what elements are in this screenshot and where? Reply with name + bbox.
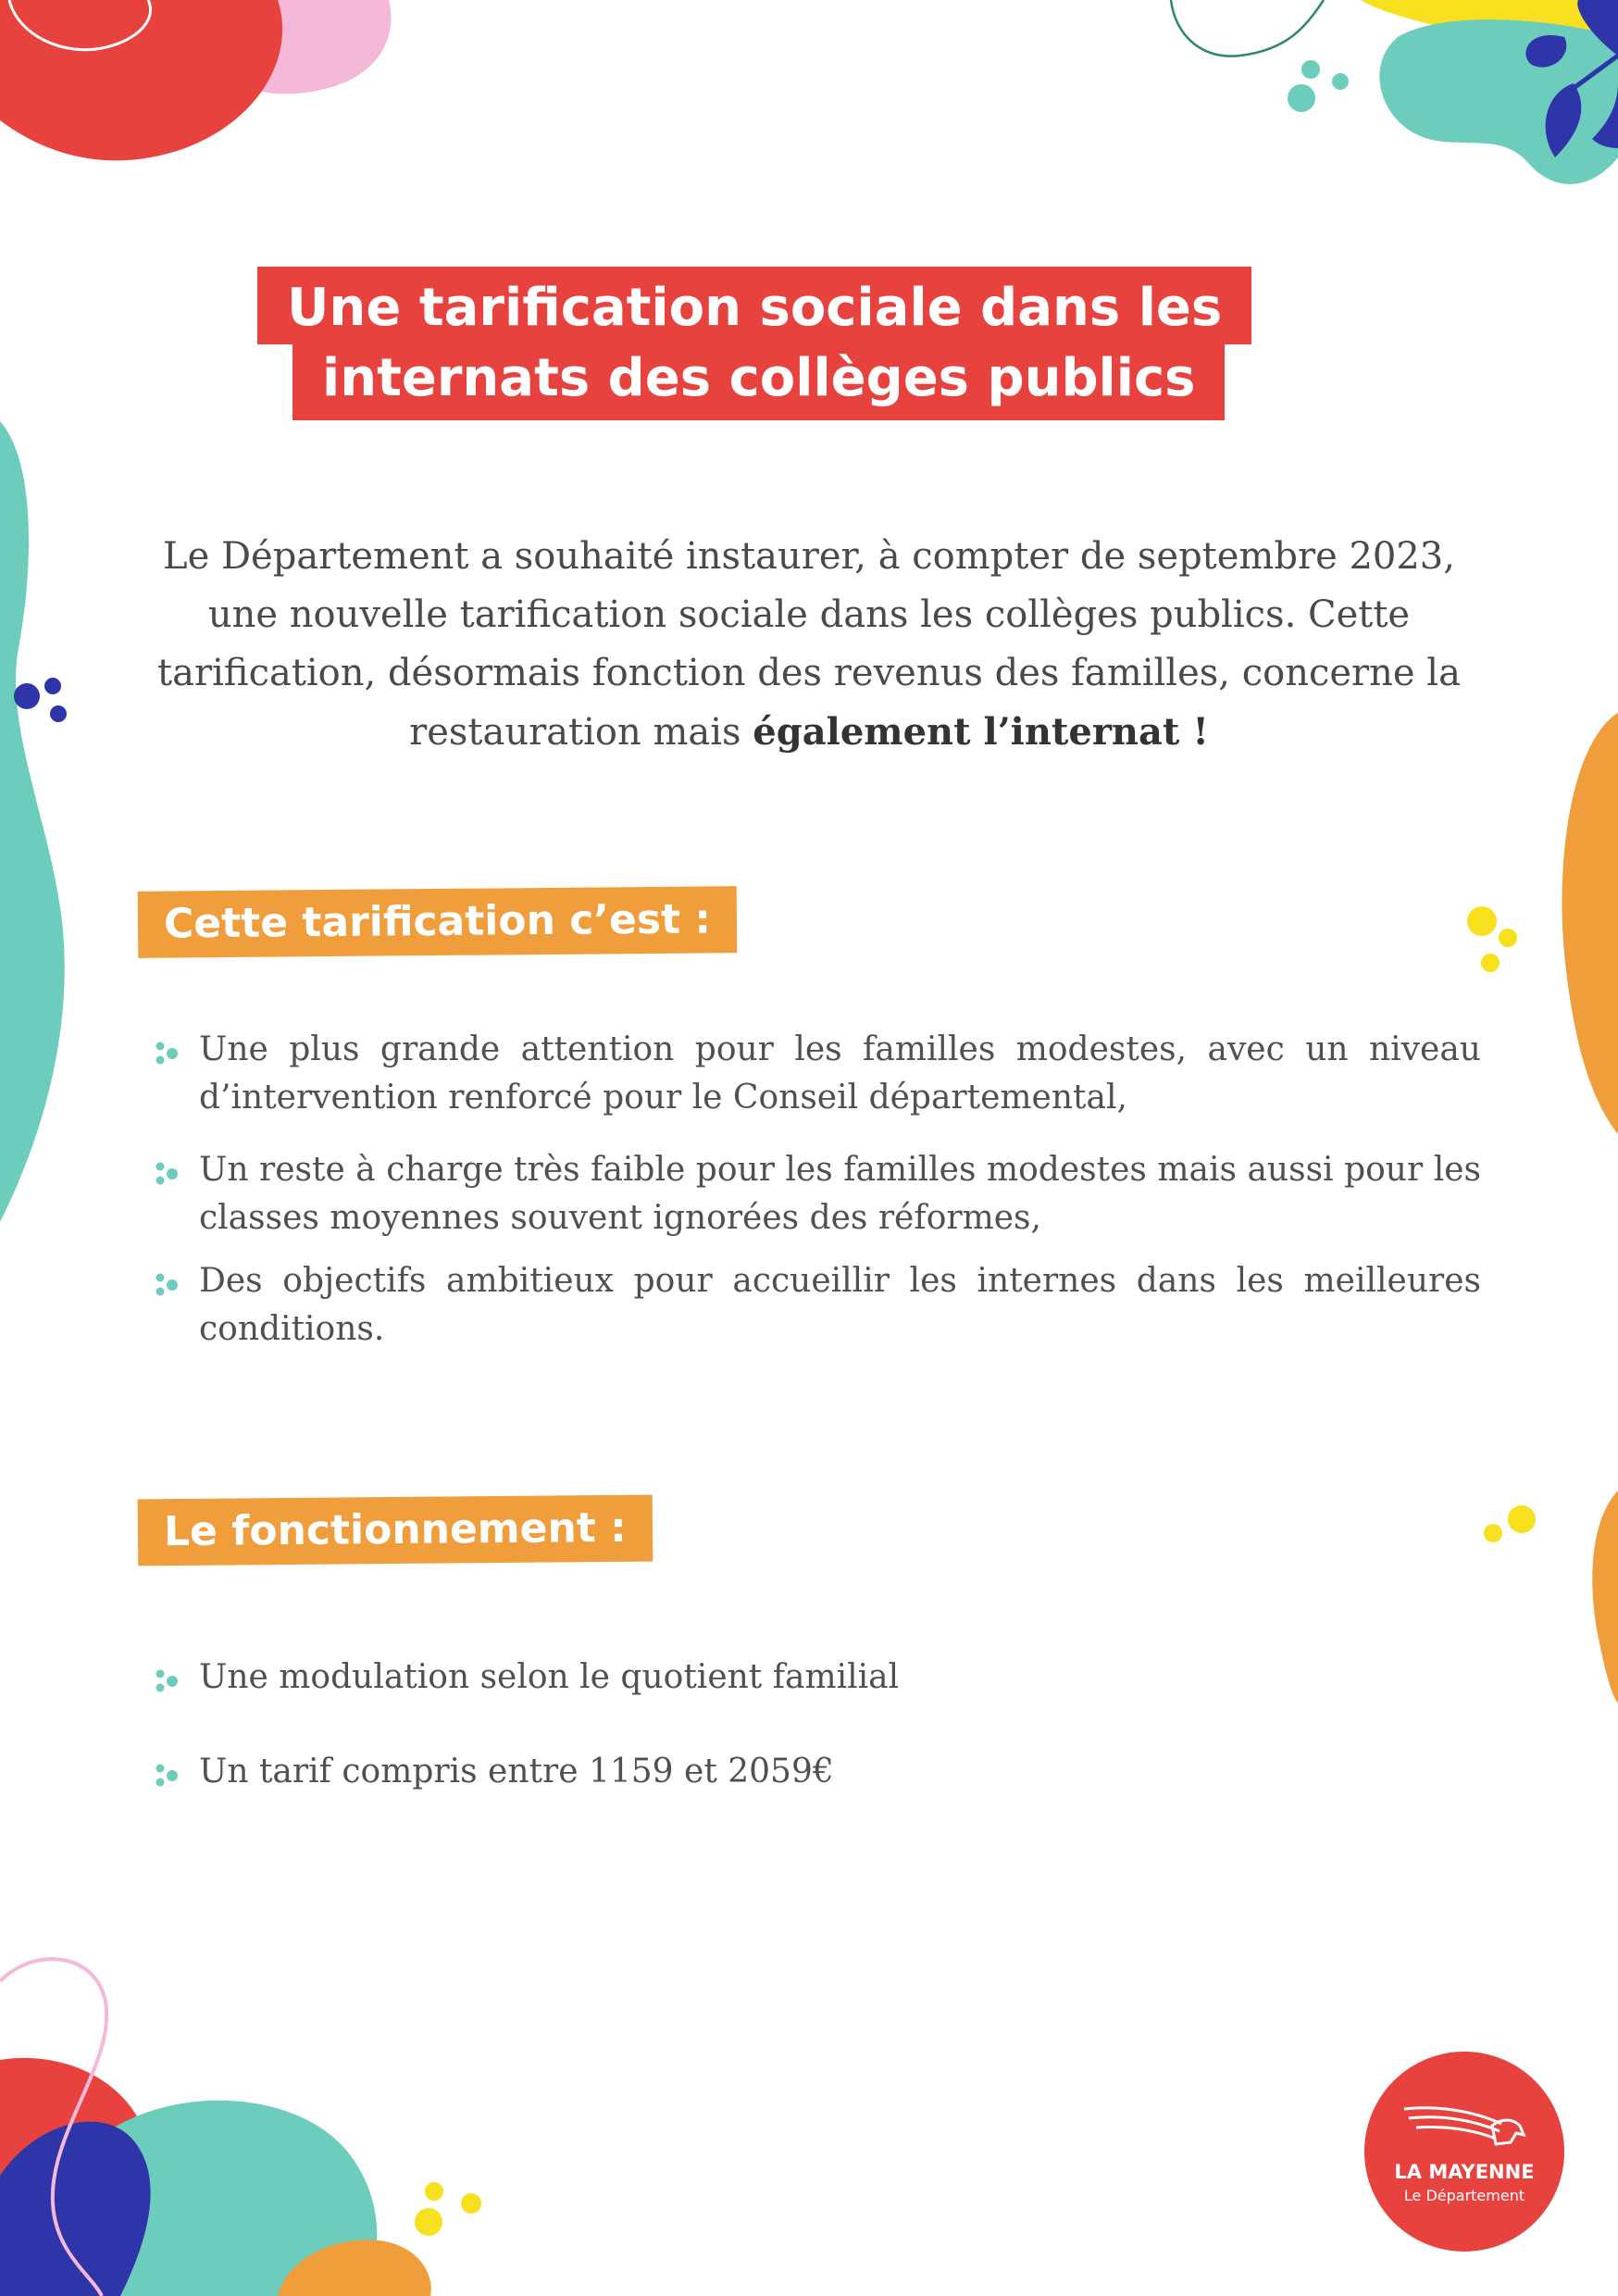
yellow-dot [1484,1524,1502,1542]
intro-paragraph [148,528,1470,762]
navy-dot [50,705,67,722]
intro-text: Le Département a souhaité instaurer, à compter de septembre 2023, une nouvelle tarification sociale dans les collèges publics. Cette tarification, désormais fonction des revenus des familles, concerne la restauration mais [157,535,1461,754]
navy-dot [44,678,61,694]
teal-dot [1332,73,1349,90]
red-blob-top-left [0,0,282,160]
bullet-dots-icon [153,1763,180,1789]
bullet-dots-icon [153,1272,180,1298]
yellow-dot [1499,929,1517,947]
teal-blob-top-right [1379,19,1618,184]
horse-wing-icon [1400,2098,1529,2153]
tarification-list [153,1026,1481,1354]
fonctionnement-list [153,1653,1481,1796]
list-item-text: Des objectifs ambitieux pour accueillir les internes dans les meilleures conditions. [199,1262,1481,1348]
title-banner-line2: internats des collèges publics [292,344,1225,420]
bullet-dots-icon [153,1161,180,1187]
section-heading-fonctionnement: Le fonctionnement : [138,1495,653,1566]
yellow-dot [1508,1505,1536,1533]
intro-bold-text: également l’internat ! [753,710,1209,754]
list-item [153,1748,1481,1796]
logo-subtitle: Le Département [1403,2187,1525,2204]
logo-name: LA MAYENNE [1394,2161,1535,2183]
yellow-dot [461,2193,481,2214]
yellow-dot [415,2208,442,2236]
list-item [153,1026,1481,1122]
yellow-dot [425,2182,443,2201]
yellow-dot [1481,954,1500,972]
teal-dot [1301,60,1320,79]
green-outline-line [1171,0,1324,56]
list-item-text: Un reste à charge très faible pour les familles modestes mais aussi pour les classes moyennes souvent ignorées des réformes, [199,1151,1481,1237]
la-mayenne-logo [1364,2052,1564,2252]
orange-blob-right-lower [1592,1491,1618,1703]
yellow-dot [1467,906,1497,936]
list-item-text: Une modulation selon le quotient familial [199,1658,900,1696]
title-banner-line1: Une tarification sociale dans les [257,267,1251,344]
bullet-dots-icon [153,1041,180,1067]
teal-blob-left [0,421,65,1222]
list-item-text: Une plus grande attention pour les familles modestes, avec un niveau d’intervention renforcé pour le Conseil départemental, [199,1030,1481,1117]
bullet-dots-icon [153,1668,180,1694]
navy-dot [14,683,40,709]
list-item [153,1257,1481,1354]
list-item-text: Un tarif compris entre 1159 et 2059€ [199,1753,834,1791]
section-heading-tarification: Cette tarification c’est : [138,886,738,958]
orange-blob-right [1562,713,1618,1134]
list-item [153,1653,1481,1702]
list-item [153,1146,1481,1242]
teal-dot [1288,84,1315,112]
